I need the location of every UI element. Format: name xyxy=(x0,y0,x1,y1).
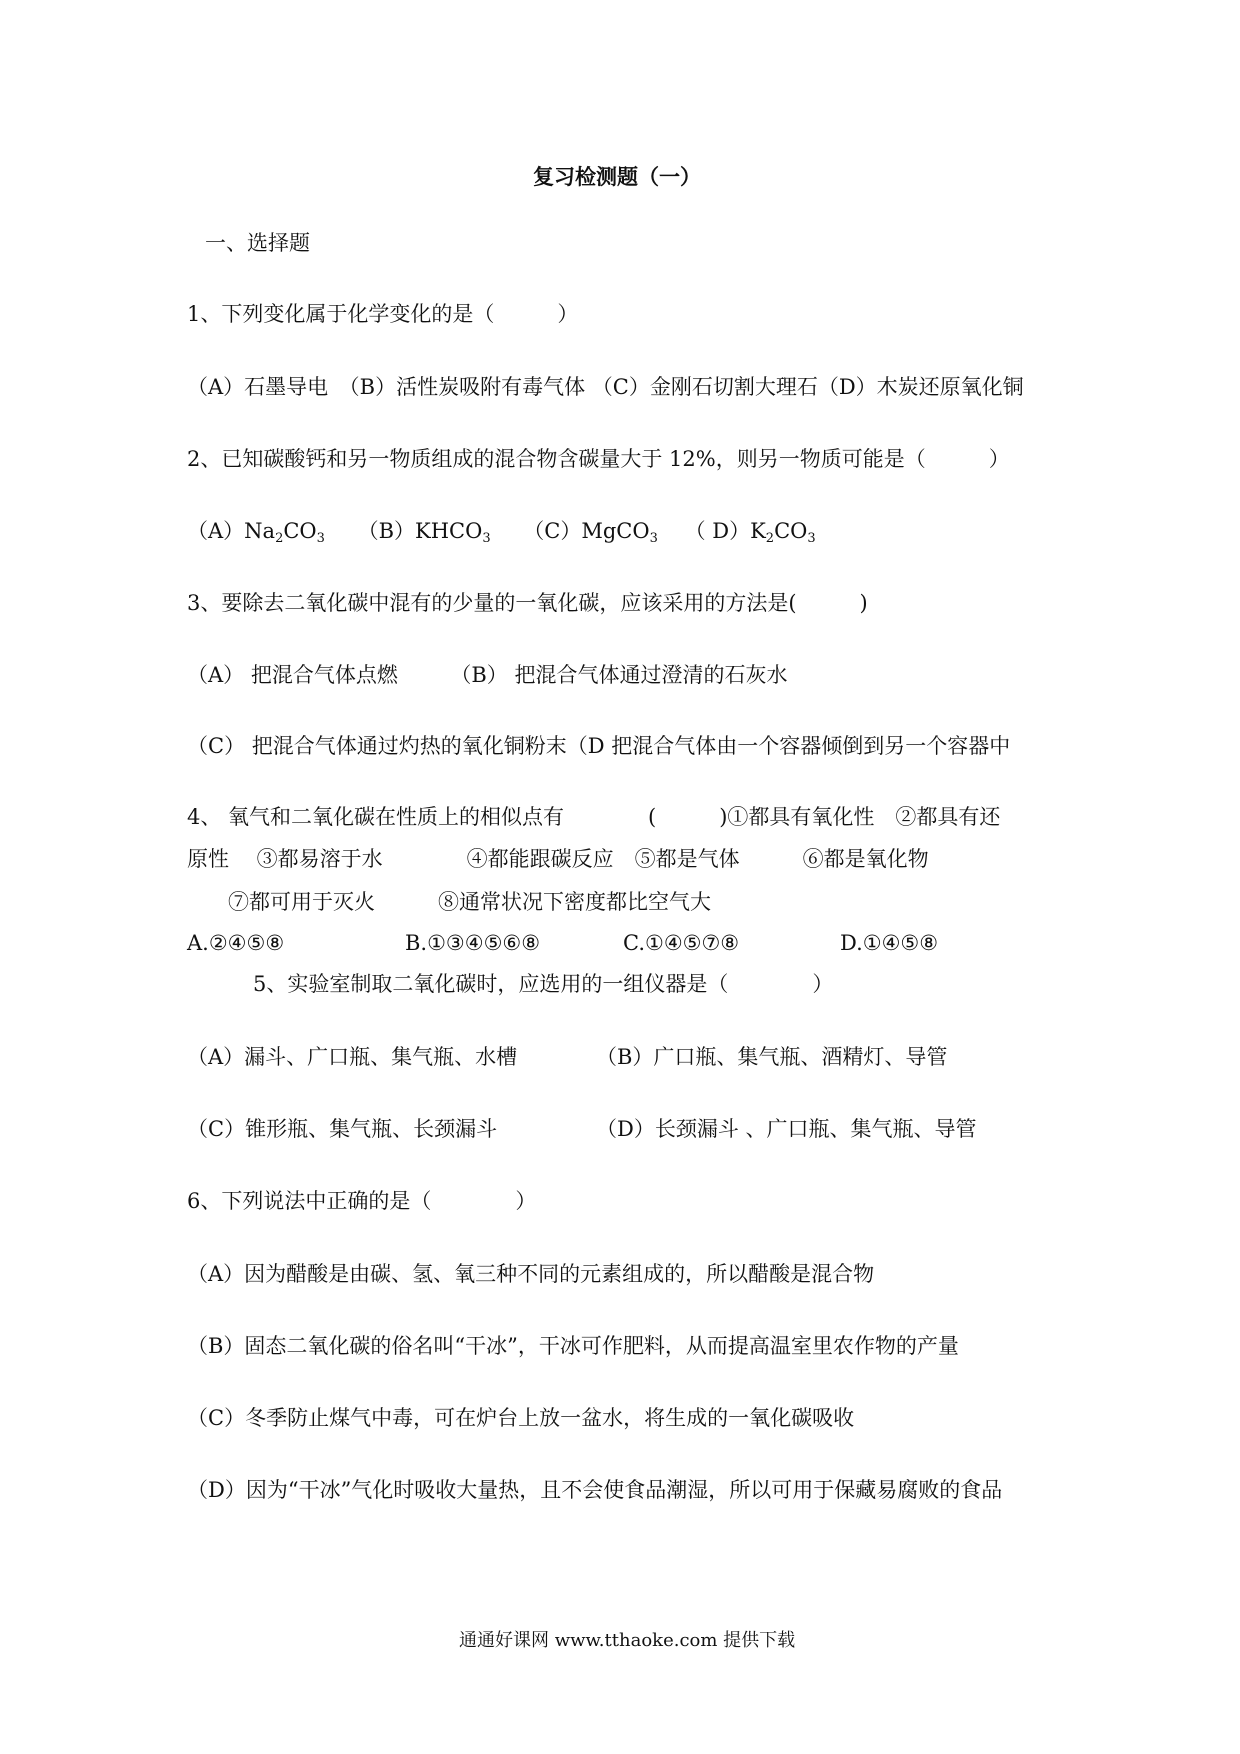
question-4-option-d: D.①④⑤⑧ xyxy=(840,931,939,955)
option-d: （ $D)K_2CO_3$ xyxy=(684,519,816,546)
question-4-option-c: C.①④⑤⑦⑧ xyxy=(623,931,740,955)
question-4-line-2: 原性 ③都易溶于水 ④都能跟碳反应 ⑤都是气体 ⑥都是氧化物 xyxy=(187,847,929,871)
question-5-option-d: （D）长颈漏斗 、广口瓶、集气瓶、导管 xyxy=(596,1117,977,1141)
page-footer: 通通好课网 www.tthaoke.com 提供下载 xyxy=(459,1630,796,1651)
question-2-options xyxy=(187,517,816,545)
question-6-stem: 6、下列说法中正确的是（ ） xyxy=(187,1189,537,1213)
question-3-options-cd: （C） 把混合气体通过灼热的氧化铜粉末（D 把混合气体由一个容器倾倒到另一个容器中 xyxy=(187,734,1011,758)
question-1-stem: 1、下列变化属于化学变化的是（ ） xyxy=(187,302,579,326)
question-5-stem: 5、实验室制取二氧化碳时，应选用的一组仪器是（ ） xyxy=(253,972,834,996)
option-a: $(A)Na_2CO_3$ xyxy=(187,519,325,546)
question-6-option-b: （B）固态二氧化碳的俗名叫“干冰”，干冰可作肥料，从而提高温室里农作物的产量 xyxy=(187,1334,959,1358)
question-4-line-1: 4、 氧气和二氧化碳在性质上的相似点有 ( )①都具有氧化性 ②都具有还 xyxy=(187,805,1001,829)
question-6-option-a: （A）因为醋酸是由碳、氢、氧三种不同的元素组成的，所以醋酸是混合物 xyxy=(187,1262,875,1286)
question-4-line-3: ⑦都可用于灭火 ⑧通常状况下密度都比空气大 xyxy=(228,890,711,914)
question-4-option-b: B.①③④⑤⑥⑧ xyxy=(405,931,541,955)
question-5-option-c: （C）锥形瓶、集气瓶、长颈漏斗 xyxy=(187,1117,498,1141)
question-4-option-a: A.②④⑤⑧ xyxy=(187,931,285,955)
option-c: （C）MgCO$_3$ xyxy=(523,519,658,546)
page-title: 复习检测题（一） xyxy=(533,165,701,189)
question-5-option-a: （A）漏斗、广口瓶、集气瓶、水槽 xyxy=(187,1045,518,1069)
question-5-option-b: （B）广口瓶、集气瓶、酒精灯、导管 xyxy=(596,1045,948,1069)
section-heading: 一、选择题 xyxy=(205,231,310,255)
option-b: $(B)KHCO_3$ xyxy=(357,519,491,546)
question-6-option-c: （C）冬季防止煤气中毒，可在炉台上放一盆水，将生成的一氧化碳吸收 xyxy=(187,1406,855,1430)
question-6-option-d: （D）因为“干冰”气化时吸收大量热，且不会使食品潮湿，所以可用于保藏易腐败的食品 xyxy=(187,1478,1003,1502)
question-3-options-ab: （A） 把混合气体点燃 （B） 把混合气体通过澄清的石灰水 xyxy=(187,663,788,687)
question-1-options: （A）石墨导电 （B）活性炭吸附有毒气体 （C）金刚石切割大理石（D）木炭还原氧化铜 xyxy=(187,375,1024,399)
question-2-stem: 2、已知碳酸钙和另一物质组成的混合物含碳量大于 12%，则另一物质可能是（ ） xyxy=(187,447,1010,471)
question-3-stem: 3、要除去二氧化碳中混有的少量的一氧化碳，应该采用的方法是( ) xyxy=(187,591,868,615)
